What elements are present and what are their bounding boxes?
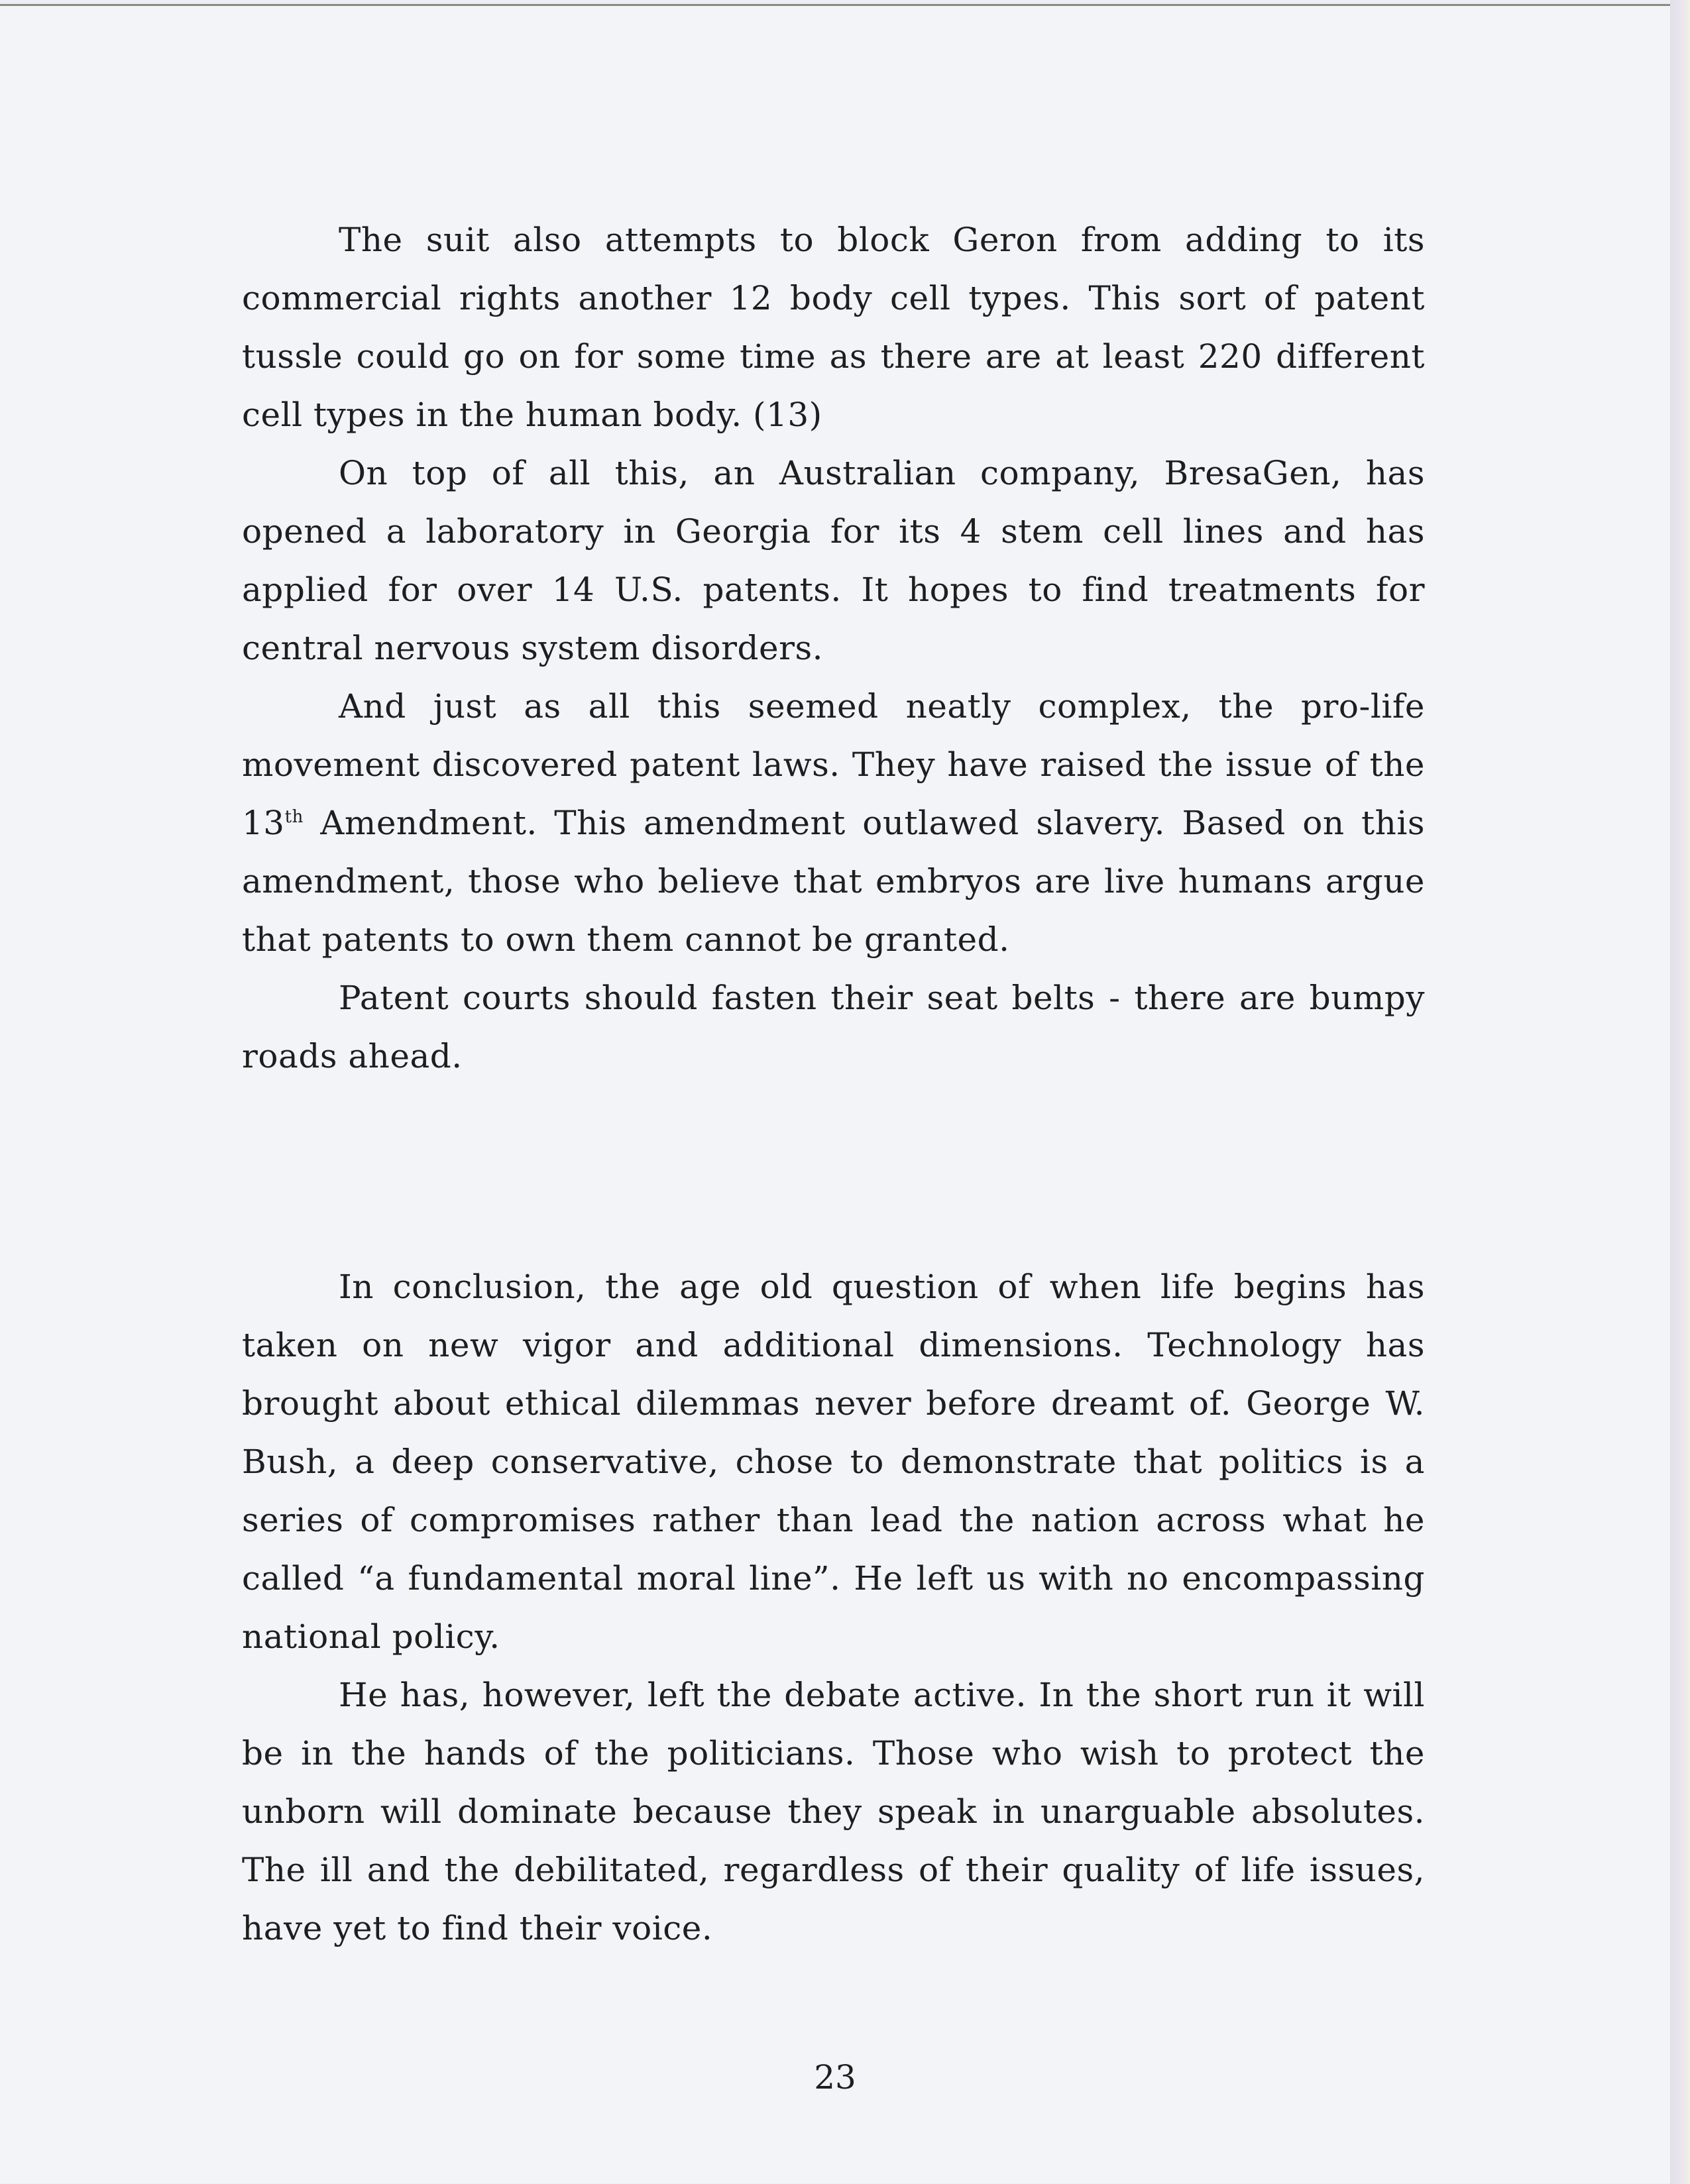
- ordinal-superscript: th: [284, 807, 304, 827]
- body-section-conclusion: [242, 1258, 1425, 1957]
- scan-edge: [1670, 0, 1690, 2184]
- page-number: 23: [814, 2058, 856, 2097]
- paragraph-13th-amendment-part2: Amendment. This amendment outlawed slavery. Based on this amendment, those who believe that embryos are live humans argue that patents to own them cannot be granted.: [242, 804, 1425, 959]
- paragraph-13th-amendment: [242, 677, 1425, 969]
- paragraph-debate-active: He has, however, left the debate active. In the short run it will be in the hands of the politicians. Those who wish to protect the unborn will dominate because they speak in unarguable absolutes. The ill and the debilitated, regardless of their quality of life issues, have yet to find their voice.: [242, 1676, 1425, 1947]
- body-section-patents: [242, 211, 1425, 1085]
- paragraph-conclusion: In conclusion, the age old question of when life begins has taken on new vigor and additional dimensions. Technology has brought about ethical dilemmas never before dreamt of. George W. Bush, a deep conservative, chose to demonstrate that politics is a series of compromises rather than lead the nation across what he called “a fundamental moral line”. He left us with no encompassing national policy.: [242, 1268, 1425, 1656]
- paragraph-geron-suit: The suit also attempts to block Geron from adding to its commercial rights another 12 body cell types. This sort of patent tussle could go on for some time as there are at least 220 different cell types in the human body. (13): [242, 221, 1425, 434]
- paragraph-patent-courts: Patent courts should fasten their seat belts - there are bumpy roads ahead.: [242, 979, 1425, 1075]
- paragraph-13th-amendment-part1: And just as all this seemed neatly complex, the pro-life movement discovered patent laws. They have raised the issue of the 13: [242, 687, 1425, 842]
- paragraph-bresagen: On top of all this, an Australian company, BresaGen, has opened a laboratory in Georgia for its 4 stem cell lines and has applied for over 14 U.S. patents. It hopes to find treatments for central nervous system disorders.: [242, 454, 1425, 667]
